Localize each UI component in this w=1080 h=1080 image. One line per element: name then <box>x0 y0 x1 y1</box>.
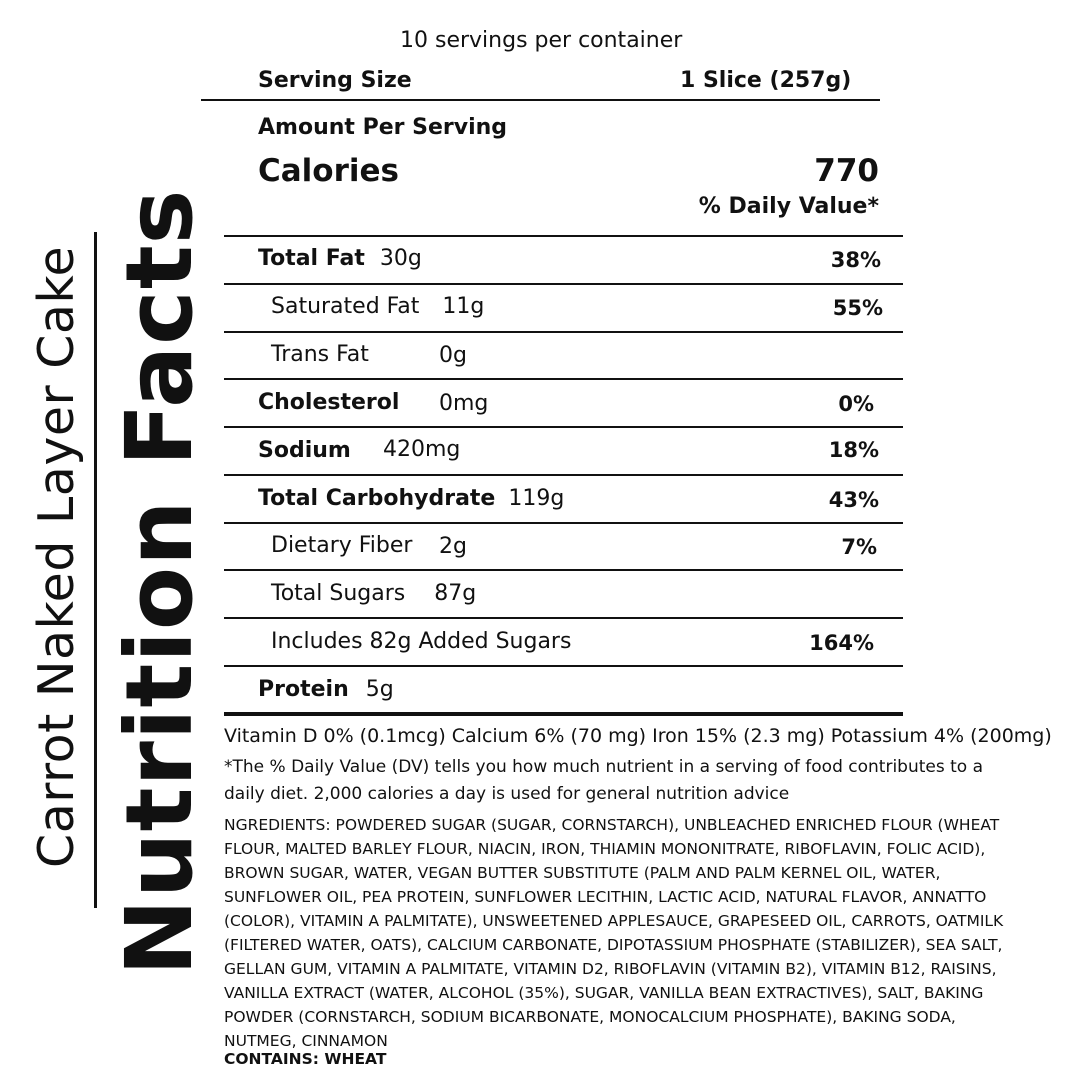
serving-size-rule <box>201 99 880 101</box>
nutrient-row-cholesterol <box>258 392 399 414</box>
table-bottom-rule <box>224 712 903 716</box>
nutrient-dv: 164% <box>809 631 874 655</box>
nutrient-row-added-sugars <box>271 631 571 653</box>
nutrient-dv: 18% <box>828 438 879 462</box>
nutrient-amount: 2g <box>439 534 467 559</box>
nutrient-row-saturated-fat <box>271 296 484 318</box>
amount-per-serving-label: Amount Per Serving <box>258 115 508 140</box>
row-divider <box>224 569 903 571</box>
nutrient-label: Dietary Fiber <box>271 533 413 558</box>
row-divider <box>224 665 903 667</box>
table-top-rule <box>224 235 903 237</box>
serving-size-label: Serving Size <box>258 68 412 93</box>
row-divider <box>224 617 903 619</box>
row-divider <box>224 378 903 380</box>
nutrient-row-sodium <box>258 440 351 462</box>
nutrient-label: Total Fat <box>258 246 365 271</box>
nutrient-dv: 43% <box>828 488 879 512</box>
product-name: Carrot Naked Layer Cake <box>28 245 85 868</box>
nutrient-label: Cholesterol <box>258 390 400 415</box>
nutrient-label: Total Carbohydrate <box>258 486 496 511</box>
row-divider <box>224 283 903 285</box>
vitamins-minerals: Vitamin D 0% (0.1mcg) Calcium 6% (70 mg) Iron 15% (2.3 mg) Potassium 4% (200mg) <box>224 725 1052 747</box>
nutrient-amount: 0g <box>439 343 467 368</box>
nutrient-label: Saturated Fat <box>271 294 420 319</box>
nutrient-amount: 11g <box>442 294 485 319</box>
servings-per-container: 10 servings per container <box>400 28 683 53</box>
nutrient-row-protein <box>258 679 394 701</box>
calories-value: 770 <box>814 153 879 189</box>
daily-value-header: % Daily Value* <box>698 194 879 219</box>
nutrient-amount: 5g <box>365 677 394 702</box>
nutrient-label: Sodium <box>258 438 351 463</box>
daily-value-footnote: *The % Daily Value (DV) tells you how much nutrient in a serving of food contributes to a daily diet. 2,000 calories a day is used for general nutrition advice <box>224 757 984 804</box>
nutrient-label: Trans Fat <box>271 342 369 367</box>
row-divider <box>224 522 903 524</box>
nutrient-row-total-fat <box>258 248 422 270</box>
nutrient-amount: 0mg <box>439 391 489 416</box>
nutrient-amount: 30g <box>379 246 422 271</box>
nutrition-facts-title: Nutrition Facts <box>106 188 213 976</box>
serving-size-value: 1 Slice (257g) <box>680 68 852 93</box>
nutrient-label: Total Sugars <box>271 581 406 606</box>
row-divider <box>224 426 903 428</box>
nutrient-amount: 420mg <box>383 437 461 462</box>
ingredients-list: NGREDIENTS: POWDERED SUGAR (SUGAR, CORNSTARCH), UNBLEACHED ENRICHED FLOUR (WHEAT FLOUR, MALTED BARLEY FLOUR, NIACIN, IRON, THIAMIN MONONITRATE, RIBOFLAVIN, FOLIC ACID), BROWN SUGAR, WATER, VEGAN BUTTER SUBSTITUTE (PALM AND PALM KERNEL OIL, WATER, SUNFLOWER OIL, PEA PROTEIN, SUNFLOWER LECITHIN, LACTIC ACID, NATURAL FLAVOR, ANNATTO (COLOR), VITAMIN A PALMITATE), UNSWEETENED APPLESAUCE, GRAPESEED OIL, CARROTS, OATMILK (FILTERED WATER, OATS), CALCIUM CARBONATE, DIPOTASSIUM PHOSPHATE (STABILIZER), SEA SALT, GELLAN GUM, VITAMIN A PALMITATE, VITAMIN D2, RIBOFLAVIN (VITAMIN B2), VITAMIN B12, RAISINS, VANILLA EXTRACT (WATER, ALCOHOL (35%), SUGAR, VANILLA BEAN EXTRACTIVES), SALT, BAKING POWDER (CORNSTARCH, SODIUM BICARBONATE, MONOCALCIUM PHOSPHATE), BAKING SODA, NUTMEG, CINNAMON <box>224 816 1004 1050</box>
nutrient-dv: 38% <box>830 248 881 272</box>
nutrient-label: Includes 82g Added Sugars <box>271 629 572 654</box>
nutrient-dv: 7% <box>841 535 877 559</box>
nutrient-dv: 55% <box>832 296 883 320</box>
row-divider <box>224 474 903 476</box>
nutrient-row-trans-fat <box>271 344 369 366</box>
row-divider <box>224 331 903 333</box>
nutrient-row-total-carbohydrate <box>258 488 564 510</box>
nutrient-dv: 0% <box>838 392 874 416</box>
nutrient-amount: 119g <box>508 486 565 511</box>
allergen-statement: CONTAINS: WHEAT <box>224 1050 387 1068</box>
nutrient-row-total-sugars <box>271 583 476 605</box>
calories-label: Calories <box>258 153 399 189</box>
nutrient-label: Protein <box>258 677 349 702</box>
nutrient-row-dietary-fiber <box>271 535 412 557</box>
side-divider <box>94 232 97 908</box>
nutrient-amount: 87g <box>434 581 477 606</box>
